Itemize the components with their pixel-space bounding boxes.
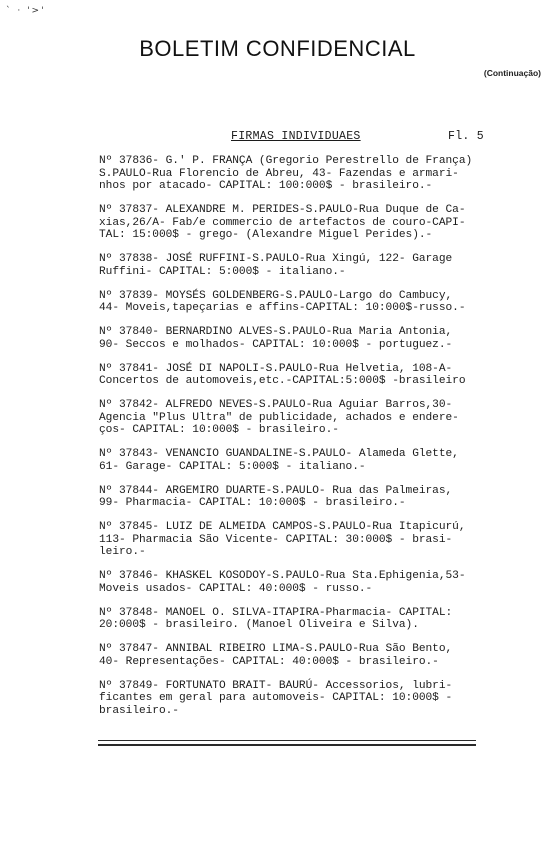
entry-line: xias,26/A- Fab/e commercio de artefactos de couro-CAPI- — [99, 216, 466, 229]
entry-line: Nº 37836- G.' P. FRANÇA (Gregorio Perestrello de França) — [99, 155, 473, 167]
list-item — [99, 521, 519, 559]
entry-line: Nº 37847- ANNIBAL RIBEIRO LIMA-S.PAULO-Rua São Bento, — [99, 643, 453, 656]
entry-line: Nº 37841- JOSÉ DI NAPOLI-S.PAULO-Rua Helvetia, 108-A- — [99, 362, 453, 375]
entry-line: Nº 37845- LUIZ DE ALMEIDA CAMPOS-S.PAULO-Rua Itapicurú, — [99, 521, 466, 534]
corner-marks: ` · '>' — [6, 6, 46, 16]
list-item — [99, 290, 519, 315]
continuation-note: (Continuação) — [483, 68, 541, 78]
entry-line: Nº 37849- FORTUNATO BRAIT- BAURÚ- Accessorios, lubri- — [99, 679, 453, 692]
section-title-label: FIRMAS INDIVIDUAES — [231, 130, 361, 143]
entry-line: Nº 37843- VENANCIO GUANDALINE-S.PAULO- Alameda Glette, — [99, 448, 459, 461]
list-item — [99, 155, 519, 193]
entry-line: brasileiro.- — [99, 704, 179, 717]
list-item — [99, 253, 519, 278]
entry-line: 20:000$ - brasileiro. (Manoel Oliveira e Silva). — [99, 619, 419, 632]
entry-line: 44- Moveis,tapeçarias e affins-CAPITAL: 10:000$-russo.- — [99, 302, 466, 315]
list-item — [99, 204, 519, 242]
section-title — [231, 130, 361, 143]
entry-line: Nº 37838- JOSÉ RUFFINI-S.PAULO-Rua Xingú, 122- Garage — [99, 253, 453, 266]
entry-line: ficantes em geral para automoveis- CAPITAL: 10:000$ - — [99, 692, 453, 705]
list-item — [99, 363, 519, 388]
list-item — [99, 680, 519, 718]
list-item — [99, 607, 519, 632]
entry-line: 40- Representações- CAPITAL: 40:000$ - brasileiro.- — [99, 655, 439, 668]
list-item — [99, 485, 519, 510]
entry-line: Nº 37846- KHASKEL KOSODOY-S.PAULO-Rua Sta.Ephigenia,53- — [99, 570, 466, 583]
list-item — [99, 399, 519, 437]
entry-line: leiro.- — [99, 546, 146, 559]
entry-line: nhos por atacado- CAPITAL: 100:000$ - brasileiro.- — [99, 180, 433, 193]
bottom-rule — [98, 740, 476, 741]
list-item — [99, 643, 519, 668]
entry-line: Agencia "Plus Ultra" de publicidade, achados e endere- — [99, 411, 459, 424]
entry-line: TAL: 15:000$ - grego- (Alexandre Miguel Perides).- — [99, 229, 433, 242]
entry-line: ços- CAPITAL: 10:000$ - brasileiro.- — [99, 424, 339, 437]
entry-line: Nº 37848- MANOEL O. SILVA-ITAPIRA-Pharmacia- CAPITAL: — [99, 606, 453, 619]
entry-line: Nº 37842- ALFREDO NEVES-S.PAULO-Rua Aguiar Barros,30- — [99, 399, 453, 412]
entry-line: 90- Seccos e molhados- CAPITAL: 10:000$ - portuguez.- — [99, 338, 453, 351]
entry-line: Nº 37844- ARGEMIRO DUARTE-S.PAULO- Rua das Palmeiras, — [99, 484, 453, 497]
folio-number: Fl. 5 — [448, 130, 485, 143]
list-item — [99, 570, 519, 595]
entry-line: Moveis usados- CAPITAL: 40:000$ - russo.- — [99, 582, 373, 595]
entry-line: Nº 37837- ALEXANDRE M. PERIDES-S.PAULO-Rua Duque de Ca- — [99, 204, 466, 217]
bottom-rule-double — [98, 744, 476, 746]
entry-line: 99- Pharmacia- CAPITAL: 10:000$ - brasileiro.- — [99, 497, 406, 510]
entry-line: Ruffini- CAPITAL: 5:000$ - italiano.- — [99, 265, 346, 278]
entry-line: Concertos de automoveis,etc.-CAPITAL:5:000$ -brasileiro — [99, 375, 466, 388]
list-item — [99, 326, 519, 351]
entry-line: Nº 37840- BERNARDINO ALVES-S.PAULO-Rua Maria Antonia, — [99, 326, 453, 339]
list-item — [99, 448, 519, 473]
entry-line: 113- Pharmacia São Vicente- CAPITAL: 30:000$ - brasi- — [99, 533, 453, 546]
entry-line: 61- Garage- CAPITAL: 5:000$ - italiano.- — [99, 460, 366, 473]
entries-list — [99, 155, 519, 729]
document-title: BOLETIM CONFIDENCIAL — [139, 36, 416, 61]
entry-line: Nº 37839- MOYSÉS GOLDENBERG-S.PAULO-Largo do Cambucy, — [99, 289, 453, 302]
entry-line: S.PAULO-Rua Florencio de Abreu, 43- Fazendas e armari- — [99, 167, 459, 180]
